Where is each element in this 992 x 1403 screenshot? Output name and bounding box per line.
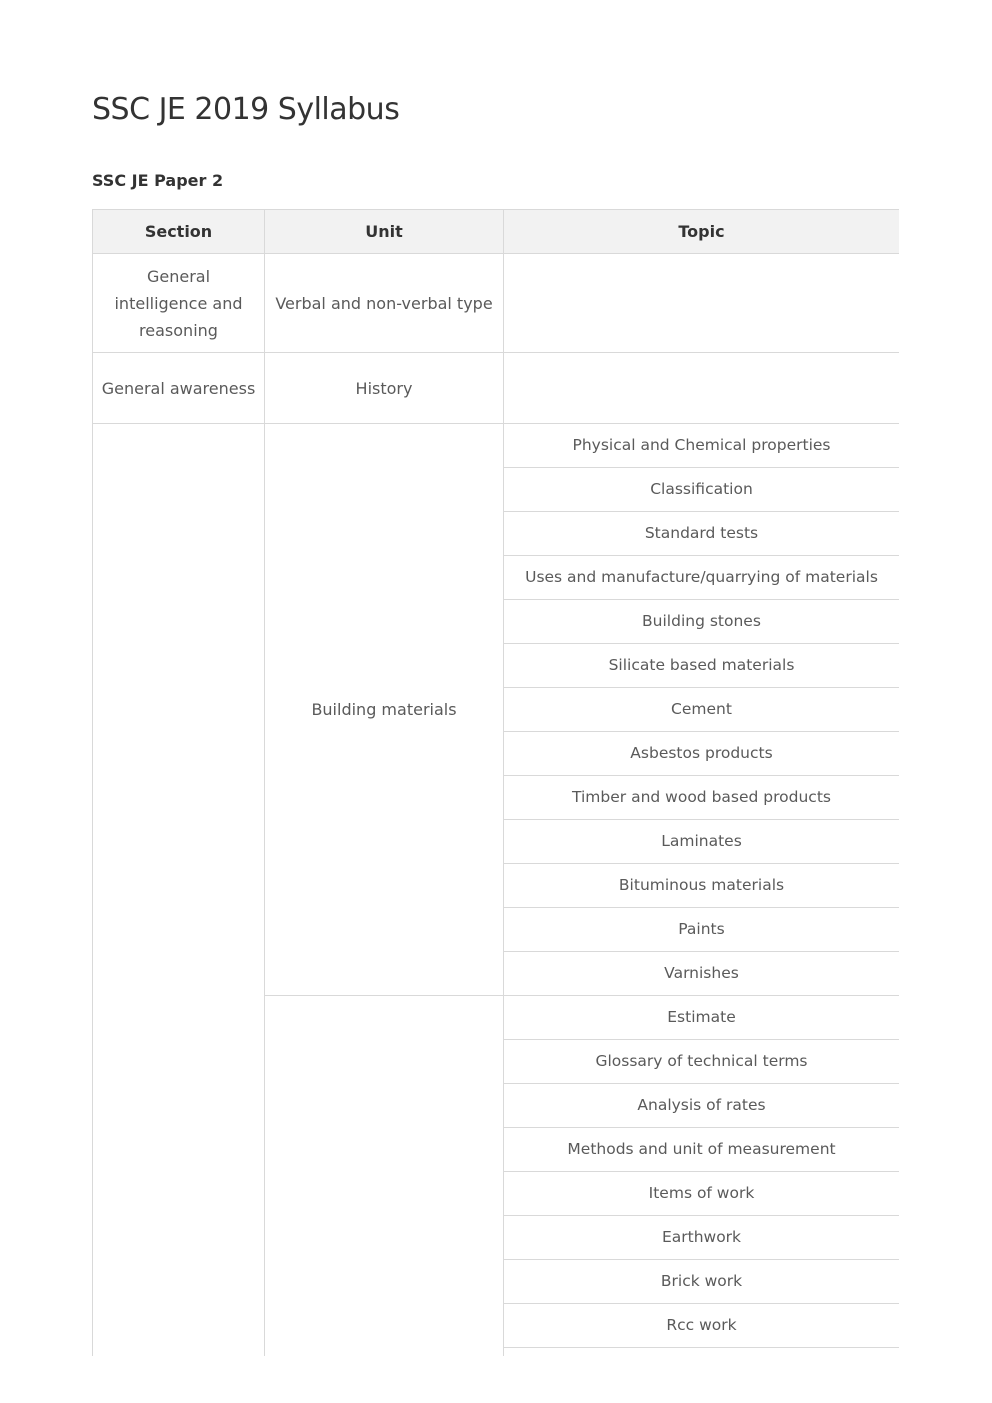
- page-title: SSC JE 2019 Syllabus: [92, 92, 400, 127]
- topic-cell: Silicate based materials: [504, 644, 900, 688]
- header-unit: Unit: [265, 210, 504, 254]
- syllabus-table-container: [92, 209, 899, 1356]
- unit-cell: Building materials: [265, 424, 504, 996]
- syllabus-table: [92, 209, 899, 1356]
- topic-cell: Physical and Chemical properties: [504, 424, 900, 468]
- unit-cell: Verbal and non-verbal type: [265, 254, 504, 353]
- topic-cell: Items of work: [504, 1172, 900, 1216]
- topic-cell-empty: [504, 1348, 900, 1357]
- section-cell-empty: [93, 424, 265, 1357]
- topic-cell: [504, 254, 900, 353]
- topic-cell: Analysis of rates: [504, 1084, 900, 1128]
- table-header-row: [93, 210, 900, 254]
- topic-cell: Uses and manufacture/quarrying of materials: [504, 556, 900, 600]
- header-topic: Topic: [504, 210, 900, 254]
- topic-cell: Cement: [504, 688, 900, 732]
- topic-cell: Paints: [504, 908, 900, 952]
- topic-cell: Earthwork: [504, 1216, 900, 1260]
- topic-cell: Asbestos products: [504, 732, 900, 776]
- topic-cell: Glossary of technical terms: [504, 1040, 900, 1084]
- topic-cell: Methods and unit of measurement: [504, 1128, 900, 1172]
- table-row: [93, 424, 900, 468]
- topic-cell: Standard tests: [504, 512, 900, 556]
- topic-cell: Timber and wood based products: [504, 776, 900, 820]
- topic-cell: Classification: [504, 468, 900, 512]
- unit-cell: History: [265, 353, 504, 424]
- topic-cell: Varnishes: [504, 952, 900, 996]
- section-cell: General awareness: [93, 353, 265, 424]
- topic-cell: Building stones: [504, 600, 900, 644]
- table-row: [93, 254, 900, 353]
- header-section: Section: [93, 210, 265, 254]
- topic-cell: Laminates: [504, 820, 900, 864]
- topic-cell: Rcc work: [504, 1304, 900, 1348]
- section-cell: General intelligence and reasoning: [93, 254, 265, 353]
- paper-subtitle: SSC JE Paper 2: [92, 171, 224, 190]
- topic-cell: Estimate: [504, 996, 900, 1040]
- topic-cell: Bituminous materials: [504, 864, 900, 908]
- table-row: [93, 353, 900, 424]
- topic-cell: [504, 353, 900, 424]
- topic-cell: Brick work: [504, 1260, 900, 1304]
- unit-cell: [265, 996, 504, 1357]
